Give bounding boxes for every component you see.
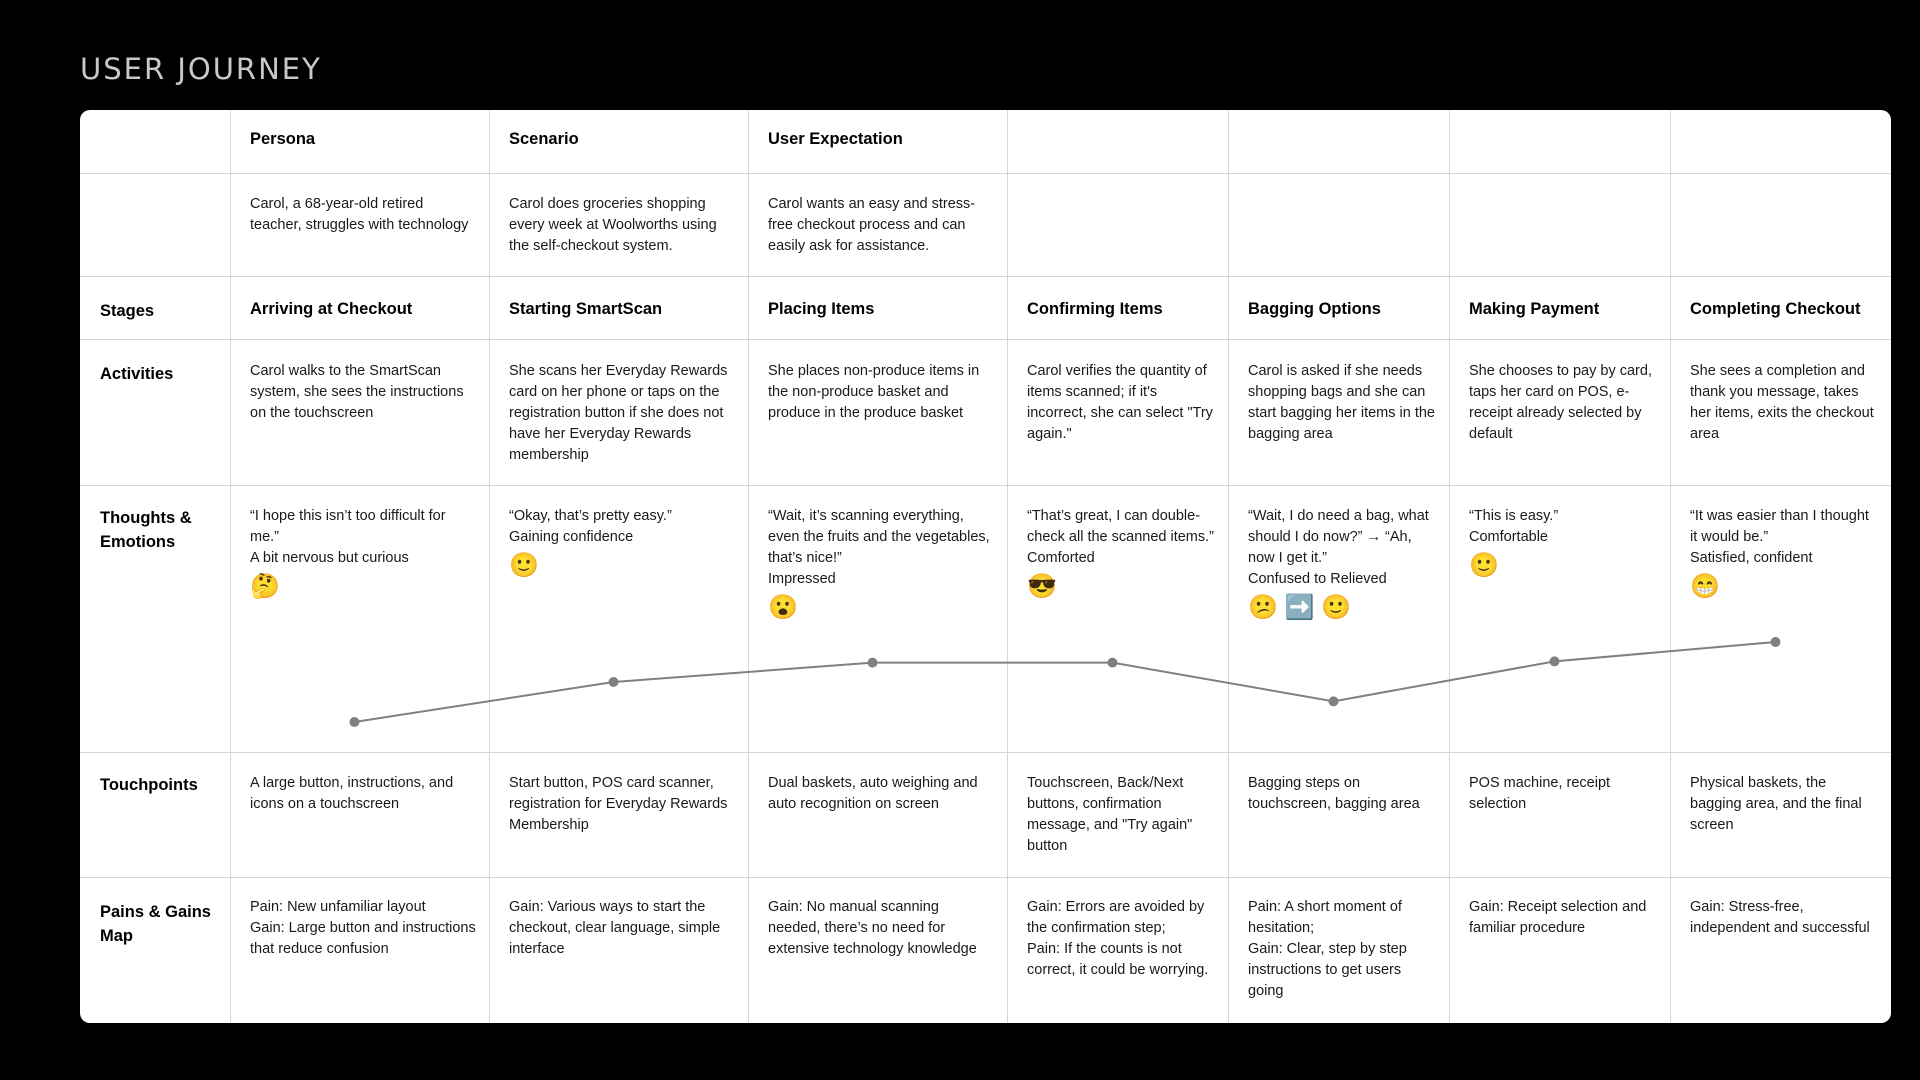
emotion-point bbox=[1771, 637, 1781, 647]
emotion-label: Satisfied, confident bbox=[1690, 550, 1813, 566]
row-label-text: Touchpoints bbox=[100, 776, 198, 794]
stage-name-text: Starting SmartScan bbox=[509, 300, 663, 318]
touchpoint-text: Touchscreen, Back/Next buttons, confirmation message, and "Try again" button bbox=[1027, 775, 1193, 854]
emotion-label: Comforted bbox=[1027, 550, 1095, 566]
emotion-point bbox=[1108, 658, 1118, 668]
page-title: USER JOURNEY bbox=[80, 52, 322, 86]
emotion-curve bbox=[80, 110, 1891, 1023]
row-label-text: Activities bbox=[100, 365, 174, 383]
emotion-emoji: 😕 ➡️ 🙂 bbox=[1248, 594, 1351, 621]
row-label-text: Pains & Gains Map bbox=[100, 903, 211, 945]
intro-text: Carol, a 68-year-old retired teacher, struggles with technology bbox=[250, 196, 469, 233]
emotion-emoji: 🙂 bbox=[509, 552, 539, 579]
row-label-text: Thoughts & Emotions bbox=[100, 509, 192, 551]
stage-name-text: Bagging Options bbox=[1248, 300, 1381, 318]
thought-quote: “Wait, I do need a bag, what should I do now?” → “Ah, now I get it.” bbox=[1248, 508, 1429, 566]
emotion-emoji: 😎 bbox=[1027, 573, 1057, 600]
emotion-point bbox=[1550, 656, 1560, 666]
stage-name-text: Making Payment bbox=[1469, 300, 1600, 318]
emotion-label: Comfortable bbox=[1469, 529, 1548, 545]
header-label: Scenario bbox=[509, 130, 579, 148]
thought-quote: “That’s great, I can double-check all the scanned items.” bbox=[1027, 508, 1214, 545]
emotion-label: A bit nervous but curious bbox=[250, 550, 409, 566]
row-label-text: Stages bbox=[100, 302, 155, 320]
emotion-point bbox=[609, 677, 619, 687]
touchpoint-text: A large button, instructions, and icons on a touchscreen bbox=[250, 775, 454, 812]
user-journey-map bbox=[80, 110, 1891, 1023]
emotion-point bbox=[1329, 696, 1339, 706]
activity-text: She chooses to pay by card, taps her card on POS, e-receipt already selected by default bbox=[1469, 363, 1652, 442]
pain-gain-text: Pain: New unfamiliar layout Gain: Large button and instructions that reduce confusion bbox=[250, 899, 476, 957]
stage-name-text: Arriving at Checkout bbox=[250, 300, 413, 318]
pain-gain-text: Pain: A short moment of hesitation; Gain: Clear, step by step instructions to get users going bbox=[1248, 899, 1407, 999]
touchpoint-text: Dual baskets, auto weighing and auto recognition on screen bbox=[768, 775, 978, 812]
emotion-emoji: 😁 bbox=[1690, 573, 1720, 600]
activity-text: She scans her Everyday Rewards card on her phone or taps on the registration button if she does not have her Everyday Rewards membership bbox=[509, 363, 728, 463]
thought-quote: “Wait, it’s scanning everything, even the fruits and the vegetables, that’s nice!” bbox=[768, 508, 990, 566]
touchpoint-text: Physical baskets, the bagging area, and the final screen bbox=[1690, 775, 1862, 833]
thought-quote: “This is easy.” bbox=[1469, 508, 1559, 524]
pain-gain-text: Gain: Errors are avoided by the confirmation step; Pain: If the counts is not correct, it could be worrying. bbox=[1027, 899, 1209, 978]
stage-name-text: Placing Items bbox=[768, 300, 875, 318]
activity-text: Carol is asked if she needs shopping bags and she can start bagging her items in the bagging area bbox=[1248, 363, 1435, 442]
pain-gain-text: Gain: Stress-free, independent and successful bbox=[1690, 899, 1870, 936]
emotion-label: Gaining confidence bbox=[509, 529, 634, 545]
intro-text: Carol wants an easy and stress-free checkout process and can easily ask for assistance. bbox=[768, 196, 976, 254]
emotion-emoji: 🙂 bbox=[1469, 552, 1499, 579]
touchpoint-text: POS machine, receipt selection bbox=[1469, 775, 1611, 812]
emotion-curve-line bbox=[355, 642, 1776, 722]
header-label: Persona bbox=[250, 130, 316, 148]
emotion-emoji: 🤔 bbox=[250, 573, 280, 600]
header-label: User Expectation bbox=[768, 130, 903, 148]
intro-text: Carol does groceries shopping every week at Woolworths using the self-checkout system. bbox=[509, 196, 717, 254]
thought-quote: “It was easier than I thought it would be.” bbox=[1690, 508, 1869, 545]
activity-text: She places non-produce items in the non-produce basket and produce in the produce basket bbox=[768, 363, 980, 421]
pain-gain-text: Gain: Receipt selection and familiar procedure bbox=[1469, 899, 1647, 936]
emotion-label: Impressed bbox=[768, 571, 836, 587]
pain-gain-text: Gain: No manual scanning needed, there’s no need for extensive technology knowledge bbox=[768, 899, 977, 957]
emotion-point bbox=[868, 658, 878, 668]
activity-text: She sees a completion and thank you message, takes her items, exits the checkout area bbox=[1690, 363, 1874, 442]
thought-quote: “I hope this isn’t too difficult for me.” bbox=[250, 508, 446, 545]
touchpoint-text: Start button, POS card scanner, registration for Everyday Rewards Membership bbox=[509, 775, 728, 833]
emotion-emoji: 😮 bbox=[768, 594, 798, 621]
thought-quote: “Okay, that’s pretty easy.” bbox=[509, 508, 672, 524]
emotion-label: Confused to Relieved bbox=[1248, 571, 1387, 587]
emotion-point bbox=[350, 717, 360, 727]
stage-name-text: Confirming Items bbox=[1027, 300, 1163, 318]
stage-name-text: Completing Checkout bbox=[1690, 300, 1861, 318]
activity-text: Carol verifies the quantity of items scanned; if it's incorrect, she can select "Try again." bbox=[1027, 363, 1213, 442]
activity-text: Carol walks to the SmartScan system, she sees the instructions on the touchscreen bbox=[250, 363, 464, 421]
pain-gain-text: Gain: Various ways to start the checkout, clear language, simple interface bbox=[509, 899, 721, 957]
touchpoint-text: Bagging steps on touchscreen, bagging area bbox=[1248, 775, 1420, 812]
